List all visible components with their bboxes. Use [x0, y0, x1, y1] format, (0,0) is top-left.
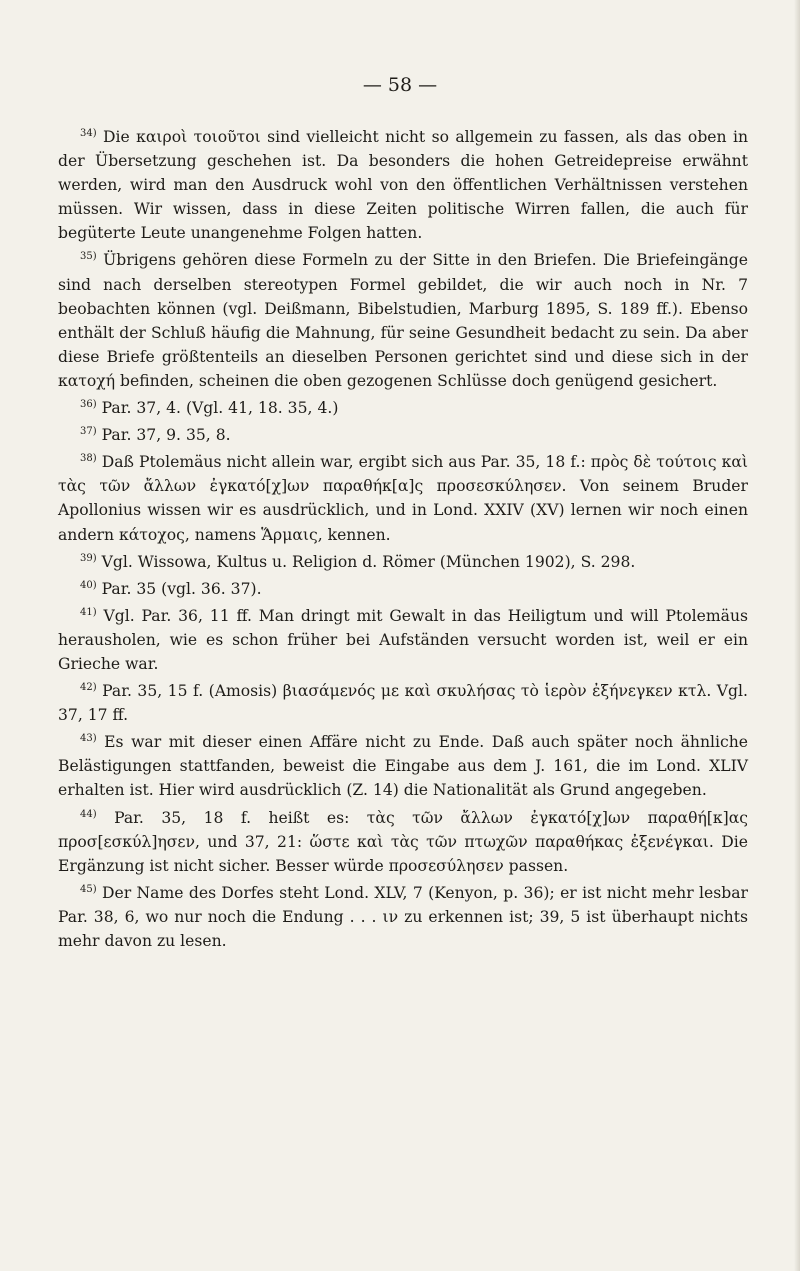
footnote-41 — [58, 601, 748, 676]
footnote-35 — [58, 245, 748, 393]
footnote-text: Par. 35, 15 f. (Amosis) βιασάμενός με καὶ σκυλήσας τὸ ἱερὸν ἐξήνεγκεν κτλ. Vgl. 37, 17 ff. — [58, 682, 748, 725]
footnote-36 — [58, 393, 748, 420]
footnote-text: Vgl. Wissowa, Kultus u. Religion d. Römer (München 1902), S. 298. — [101, 552, 636, 571]
footnote-text: Es war mit dieser einen Affäre nicht zu Ende. Daß auch später noch ähnliche Belästigungen stattfanden, beweist die Eingabe aus dem J. 161, die im Lond. XLIV erhalten ist. Hier wird ausdrücklich (Z. 14) die Nationalität als Grund angegeben. — [58, 733, 748, 800]
footnote-37 — [58, 420, 748, 447]
footnote-text: Par. 35 (vgl. 36. 37). — [101, 579, 262, 598]
footnote-text: Daß Ptolemäus nicht allein war, ergibt sich aus Par. 35, 18 f.: πρὸς δὲ τούτοις καὶ τὰς τῶν ἄλλων ἐγκατό[χ]ων παραθήκ[α]ς προσεσκύλησεν. Von seinem Bruder Apollonius wissen wir es ausdrücklich, und in Lond. XXIV (XV) lernen wir noch einen andern κάτοχος, namens Ἅρμαις, kennen. — [58, 453, 748, 544]
footnote-ref: 37) — [80, 426, 97, 438]
footnote-ref: 43) — [80, 733, 97, 745]
footnote-34 — [58, 122, 748, 245]
footnote-text: Par. 37, 4. (Vgl. 41, 18. 35, 4.) — [101, 399, 339, 418]
footnote-ref: 34) — [80, 128, 97, 139]
footnote-text: Par. 37, 9. 35, 8. — [101, 426, 231, 445]
footnote-ref: 45) — [80, 883, 97, 895]
footnote-text: Die καιροὶ τοιοῦτοι sind vielleicht nicht so allgemein zu fassen, als das oben in der Übersetzung geschehen ist. Da besonders die hohen Getreidepreise erwähnt werden, wird man den Ausdruck wohl von den öffentlichen Verhältnissen verstehen müssen. Wir wissen, dass in diese Zeiten politische Wirren fallen, die auch für begüterte Leute unangenehme Folgen hatten. — [58, 128, 748, 243]
footnote-ref: 40) — [80, 579, 97, 591]
footnote-42 — [58, 676, 748, 727]
page-edge-shadow — [794, 0, 800, 1271]
footnote-text: Der Name des Dorfes steht Lond. XLV, 7 (Kenyon, p. 36); er ist nicht mehr lesbar Par. 38, 6, wo nur noch die Endung . . . ιν zu erkennen ist; 39, 5 ist überhaupt nichts mehr davon zu lesen. — [58, 883, 748, 950]
footnote-text: Par. 35, 18 f. heißt es: τὰς τῶν ἄλλων ἐγκατό[χ]ων παραθή[κ]ας προσ[εσκύλ]ησεν, und 37, 21: ὥστε καὶ τὰς τῶν πτωχῶν παραθήκας ἐξενέγκαι. Die Ergänzung ist nicht sicher. Besser würde προσεσύλησεν passen. — [58, 808, 748, 875]
footnote-44 — [58, 803, 748, 878]
footnotes — [58, 122, 748, 953]
footnote-ref: 44) — [80, 808, 97, 820]
footnote-39 — [58, 547, 748, 574]
footnote-text: Übrigens gehören diese Formeln zu der Sitte in den Briefen. Die Briefeingänge sind nach derselben stereotypen Formel gebildet, die wir auch noch in Nr. 7 beobachten können (vgl. Deißmann, Bibelstudien, Marburg 1895, S. 189 ff.). Ebenso enthält der Schluß häufig die Mahnung, für seine Gesundheit bedacht zu sein. Da aber diese Briefe größtenteils an dieselben Personen gerichtet sind und diese sich in der κατοχή befinden, scheinen die oben gezogenen Schlüsse doch genügend gesichert. — [58, 251, 748, 390]
footnote-ref: 38) — [80, 453, 97, 465]
footnote-ref: 41) — [80, 606, 97, 618]
footnote-40 — [58, 574, 748, 601]
footnote-ref: 35) — [80, 251, 97, 263]
footnote-ref: 36) — [80, 399, 97, 411]
page-number: — 58 — — [362, 74, 438, 96]
footnote-38 — [58, 447, 748, 546]
footnote-text: Vgl. Par. 36, 11 ff. Man dringt mit Gewalt in das Heiligtum und will Ptolemäus herausholen, wie es schon früher bei Aufständen versucht worden ist, weil er ein Grieche war. — [58, 606, 748, 673]
footnote-ref: 39) — [80, 552, 97, 564]
footnote-ref: 42) — [80, 682, 97, 694]
footnote-43 — [58, 727, 748, 802]
footnote-45 — [58, 878, 748, 953]
